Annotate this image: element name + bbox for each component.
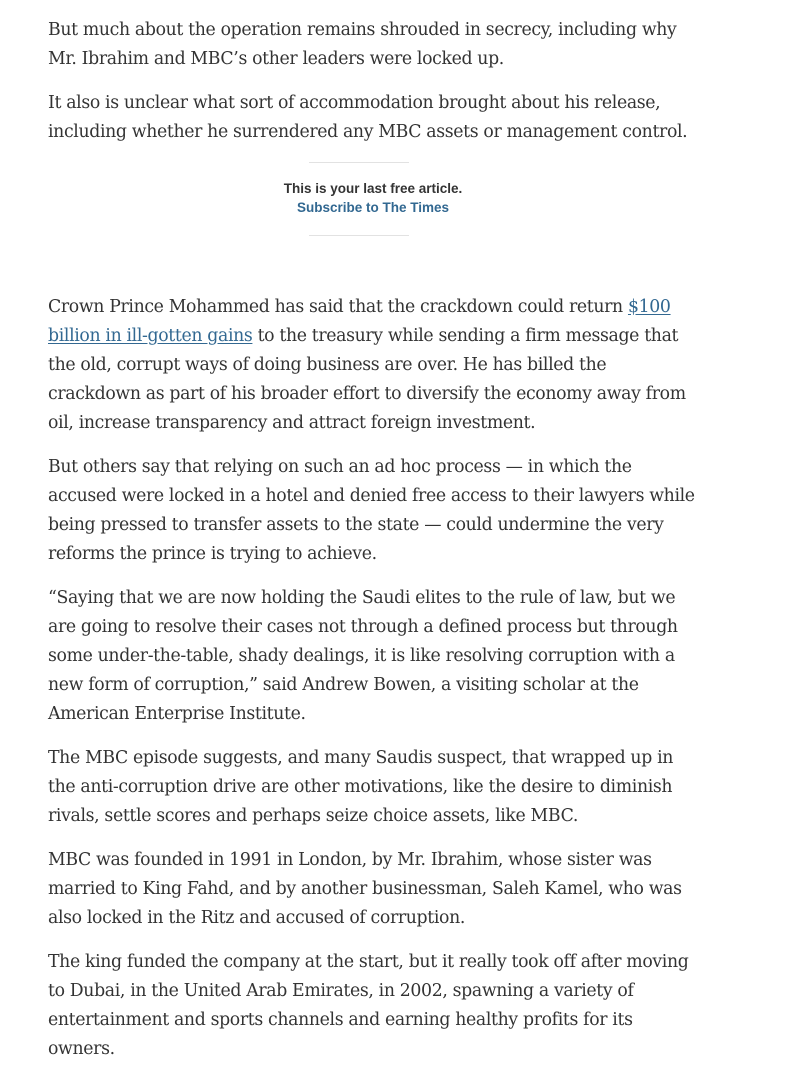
paywall-notice xyxy=(48,162,698,274)
ill-gotten-gains-link[interactable]: $100 billion in ill-gotten gains xyxy=(48,297,671,346)
divider xyxy=(309,235,409,236)
paragraph-text: to the treasury while sending a firm message that the old, corrupt ways of doing business are over. He has billed the crackdown as part of his broader effort to diversify the economy away from oil, increase transparency and attract foreign investment. xyxy=(48,326,686,433)
article-paragraph: The MBC episode suggests, and many Saudis suspect, that wrapped up in the anti-corruption drive are other motivations, like the desire to diminish rivals, settle scores and perhaps seize choice assets, like MBC. xyxy=(48,748,674,826)
article-paragraph: But much about the operation remains shrouded in secrecy, including why Mr. Ibrahim and MBC’s other leaders were locked up. xyxy=(48,20,677,69)
article-paragraph: “Saying that we are now holding the Saudi elites to the rule of law, but we are going to resolve their cases not through a defined process but through some under-the-table, shady dealings, it is like resolving corruption with a new form of corruption,” said Andrew Bowen, a visiting scholar at the American Enterprise Institute. xyxy=(48,588,678,724)
last-free-article-text: This is your last free article. xyxy=(283,181,463,196)
subscribe-link[interactable]: Subscribe to The Times xyxy=(296,200,450,215)
article-body xyxy=(48,16,698,1079)
article-paragraph: It also is unclear what sort of accommodation brought about his release, including whether he surrendered any MBC assets or management control. xyxy=(48,93,688,142)
article-paragraph: But others say that relying on such an ad hoc process — in which the accused were locked in a hotel and denied free access to their lawyers while being pressed to transfer assets to the state — could undermine the very reforms the prince is trying to achieve. xyxy=(48,457,695,564)
divider xyxy=(309,162,409,163)
article-paragraph: MBC was founded in 1991 in London, by Mr. Ibrahim, whose sister was married to King Fahd, and by another businessman, Saleh Kamel, who was also locked in the Ritz and accused of corruption. xyxy=(48,850,682,928)
article-paragraph xyxy=(48,293,698,438)
article-paragraph: The king funded the company at the start, but it really took off after moving to Dubai, in the United Arab Emirates, in 2002, spawning a variety of entertainment and sports channels and earning healthy profits for its owners. xyxy=(48,952,689,1059)
paragraph-text: Crown Prince Mohammed has said that the crackdown could return xyxy=(48,297,628,317)
